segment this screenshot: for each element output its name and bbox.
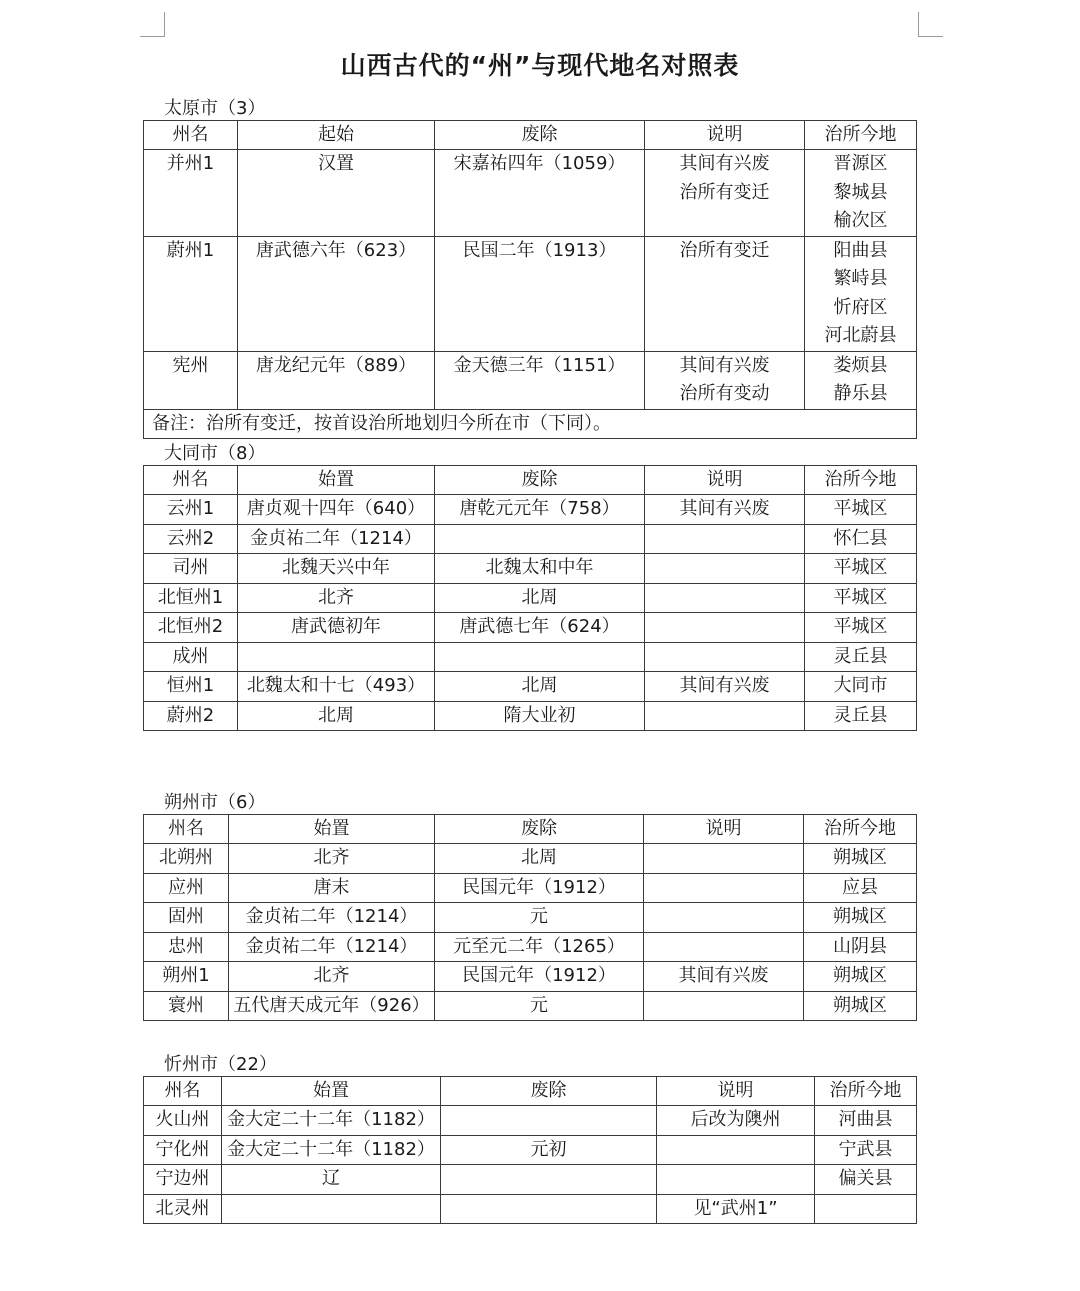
table-note-row <box>144 409 917 439</box>
cell-name: 宁化州 <box>144 1135 222 1165</box>
cell-remark: 治所有变迁 <box>645 236 805 351</box>
table-row <box>144 932 917 962</box>
cell-name: 云州2 <box>144 524 238 554</box>
cell-start: 北齐 <box>229 962 435 992</box>
table-datong <box>143 465 917 731</box>
cell-remark: 其间有兴废 治所有变迁 <box>645 150 805 237</box>
cell-start: 金大定二十二年（1182） <box>222 1135 441 1165</box>
cell-abolish: 北周 <box>435 672 645 702</box>
cell-remark <box>644 991 804 1021</box>
table-row <box>144 701 917 731</box>
cell-seat: 朔城区 <box>804 903 917 933</box>
cell-abolish <box>441 1165 657 1195</box>
cell-seat: 河曲县 <box>815 1106 917 1136</box>
cell-remark <box>644 932 804 962</box>
cell-name: 蔚州1 <box>144 236 238 351</box>
cell-abolish <box>441 1106 657 1136</box>
cell-remark: 其间有兴废 <box>645 495 805 525</box>
cell-start: 汉置 <box>238 150 435 237</box>
cell-seat <box>815 1194 917 1224</box>
header-remark: 说明 <box>645 121 805 150</box>
cell-remark <box>645 554 805 584</box>
table-row <box>144 583 917 613</box>
header-start: 起始 <box>238 121 435 150</box>
crop-mark-top-right <box>918 12 943 37</box>
cell-name: 成州 <box>144 642 238 672</box>
table-header-row <box>144 121 917 150</box>
table-row <box>144 1194 917 1224</box>
cell-name: 朔州1 <box>144 962 229 992</box>
cell-seat: 阳曲县 繁峙县 忻府区 河北蔚县 <box>805 236 917 351</box>
cell-remark: 其间有兴废 <box>644 962 804 992</box>
table-row <box>144 844 917 874</box>
cell-start: 北齐 <box>238 583 435 613</box>
table-row <box>144 351 917 409</box>
cell-start: 唐龙纪元年（889） <box>238 351 435 409</box>
cell-abolish <box>441 1194 657 1224</box>
cell-name: 并州1 <box>144 150 238 237</box>
cell-seat: 平城区 <box>805 554 917 584</box>
header-seat: 治所今地 <box>805 466 917 495</box>
cell-name: 恒州1 <box>144 672 238 702</box>
cell-name: 火山州 <box>144 1106 222 1136</box>
cell-remark: 其间有兴废 <box>645 672 805 702</box>
table-row <box>144 613 917 643</box>
table-header-row <box>144 466 917 495</box>
cell-seat: 大同市 <box>805 672 917 702</box>
cell-name: 应州 <box>144 873 229 903</box>
table-header-row <box>144 1077 917 1106</box>
cell-abolish: 民国元年（1912） <box>435 962 644 992</box>
cell-seat: 平城区 <box>805 613 917 643</box>
page-title: 山西古代的“州”与现代地名对照表 <box>340 51 740 80</box>
cell-start: 北魏太和十七（493） <box>238 672 435 702</box>
header-name: 州名 <box>144 1077 222 1106</box>
cell-name: 宁边州 <box>144 1165 222 1195</box>
header-start: 始置 <box>222 1077 441 1106</box>
cell-seat: 应县 <box>804 873 917 903</box>
cell-abolish <box>435 642 645 672</box>
cell-abolish: 元 <box>435 991 644 1021</box>
cell-seat: 偏关县 <box>815 1165 917 1195</box>
table-shuozhou <box>143 814 917 1021</box>
header-remark: 说明 <box>645 466 805 495</box>
cell-start: 唐武德六年（623） <box>238 236 435 351</box>
cell-start: 北周 <box>238 701 435 731</box>
cell-seat: 娄烦县 静乐县 <box>805 351 917 409</box>
cell-remark <box>644 903 804 933</box>
section-label-datong: 大同市（8） <box>164 443 266 464</box>
table-row <box>144 873 917 903</box>
table-row <box>144 1165 917 1195</box>
cell-abolish: 元初 <box>441 1135 657 1165</box>
table-row <box>144 1106 917 1136</box>
cell-seat: 朔城区 <box>804 962 917 992</box>
cell-start: 唐末 <box>229 873 435 903</box>
cell-seat: 灵丘县 <box>805 701 917 731</box>
header-abolish: 废除 <box>435 121 645 150</box>
cell-name: 北恒州1 <box>144 583 238 613</box>
cell-start: 北齐 <box>229 844 435 874</box>
table-row <box>144 554 917 584</box>
cell-seat: 灵丘县 <box>805 642 917 672</box>
cell-start: 金贞祐二年（1214） <box>229 903 435 933</box>
cell-seat: 宁武县 <box>815 1135 917 1165</box>
cell-remark: 后改为隩州 <box>657 1106 815 1136</box>
header-remark: 说明 <box>657 1077 815 1106</box>
table-header-row <box>144 815 917 844</box>
table-row <box>144 672 917 702</box>
table-row <box>144 642 917 672</box>
table-row <box>144 495 917 525</box>
cell-remark: 见“武州1” <box>657 1194 815 1224</box>
cell-start <box>222 1194 441 1224</box>
cell-name: 北恒州2 <box>144 613 238 643</box>
header-start: 始置 <box>238 466 435 495</box>
cell-abolish: 北魏太和中年 <box>435 554 645 584</box>
cell-seat: 平城区 <box>805 583 917 613</box>
cell-name: 司州 <box>144 554 238 584</box>
table-row <box>144 236 917 351</box>
cell-remark <box>657 1135 815 1165</box>
section-label-shuozhou: 朔州市（6） <box>164 792 266 813</box>
cell-abolish <box>435 524 645 554</box>
table-row <box>144 991 917 1021</box>
cell-seat: 平城区 <box>805 495 917 525</box>
cell-remark <box>645 613 805 643</box>
cell-name: 固州 <box>144 903 229 933</box>
cell-start: 北魏天兴中年 <box>238 554 435 584</box>
cell-start: 五代唐天成元年（926） <box>229 991 435 1021</box>
table-row <box>144 524 917 554</box>
cell-start: 金大定二十二年（1182） <box>222 1106 441 1136</box>
cell-start: 金贞祐二年（1214） <box>238 524 435 554</box>
cell-remark <box>645 701 805 731</box>
header-remark: 说明 <box>644 815 804 844</box>
cell-start <box>238 642 435 672</box>
cell-seat: 朔城区 <box>804 991 917 1021</box>
cell-name: 宪州 <box>144 351 238 409</box>
cell-name: 云州1 <box>144 495 238 525</box>
table-row <box>144 903 917 933</box>
table-taiyuan <box>143 120 917 439</box>
cell-remark <box>645 583 805 613</box>
cell-remark <box>645 524 805 554</box>
header-abolish: 废除 <box>441 1077 657 1106</box>
cell-seat: 晋源区 黎城县 榆次区 <box>805 150 917 237</box>
cell-abolish: 元 <box>435 903 644 933</box>
section-label-xinzhou: 忻州市（22） <box>164 1054 277 1075</box>
crop-mark-top-left <box>140 12 165 37</box>
cell-name: 北灵州 <box>144 1194 222 1224</box>
header-start: 始置 <box>229 815 435 844</box>
cell-seat: 山阴县 <box>804 932 917 962</box>
header-seat: 治所今地 <box>805 121 917 150</box>
section-label-taiyuan: 太原市（3） <box>164 98 266 119</box>
cell-abolish: 隋大业初 <box>435 701 645 731</box>
cell-seat: 怀仁县 <box>805 524 917 554</box>
cell-abolish: 北周 <box>435 844 644 874</box>
cell-name: 北朔州 <box>144 844 229 874</box>
cell-start: 唐武德初年 <box>238 613 435 643</box>
cell-abolish: 民国二年（1913） <box>435 236 645 351</box>
cell-name: 寰州 <box>144 991 229 1021</box>
cell-abolish: 民国元年（1912） <box>435 873 644 903</box>
cell-remark <box>644 844 804 874</box>
header-name: 州名 <box>144 466 238 495</box>
cell-name: 忠州 <box>144 932 229 962</box>
cell-abolish: 金天德三年（1151） <box>435 351 645 409</box>
cell-abolish: 唐乾元元年（758） <box>435 495 645 525</box>
table-row <box>144 962 917 992</box>
table-row <box>144 1135 917 1165</box>
cell-abolish: 唐武德七年（624） <box>435 613 645 643</box>
cell-name: 蔚州2 <box>144 701 238 731</box>
table-xinzhou <box>143 1076 917 1224</box>
header-abolish: 废除 <box>435 815 644 844</box>
header-seat: 治所今地 <box>815 1077 917 1106</box>
cell-start: 金贞祐二年（1214） <box>229 932 435 962</box>
cell-start: 唐贞观十四年（640） <box>238 495 435 525</box>
cell-remark <box>644 873 804 903</box>
header-seat: 治所今地 <box>804 815 917 844</box>
header-abolish: 废除 <box>435 466 645 495</box>
cell-start: 辽 <box>222 1165 441 1195</box>
header-name: 州名 <box>144 121 238 150</box>
cell-remark <box>645 642 805 672</box>
cell-abolish: 宋嘉祐四年（1059） <box>435 150 645 237</box>
header-name: 州名 <box>144 815 229 844</box>
cell-seat: 朔城区 <box>804 844 917 874</box>
table-note: 备注：治所有变迁，按首设治所地划归今所在市（下同）。 <box>144 409 917 439</box>
cell-remark: 其间有兴废 治所有变动 <box>645 351 805 409</box>
cell-remark <box>657 1165 815 1195</box>
cell-abolish: 北周 <box>435 583 645 613</box>
table-row <box>144 150 917 237</box>
cell-abolish: 元至元二年（1265） <box>435 932 644 962</box>
